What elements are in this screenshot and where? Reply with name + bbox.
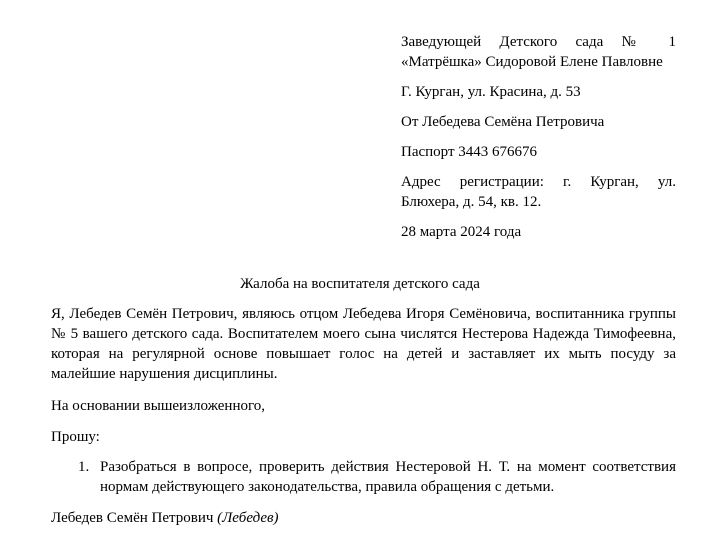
list-item-number: 1. — [78, 459, 90, 475]
complaint-paragraph: Я, Лебедев Семён Петрович, являюсь отцом Лебедева Игоря Семёновича, воспитанника группы № 5 вашего детского сада. Воспитателем моего сына числятся Нестерова Надежда Тимофеевна, которая на регулярной основе повышает голос на детей и заставляет их мыть посуду за малейшие нарушения дисциплины. — [51, 306, 676, 382]
request-heading: Прошу: — [51, 429, 100, 445]
addressee-block — [401, 32, 676, 242]
sender: От Лебедева Семёна Петровича — [401, 114, 605, 130]
recipient: Заведующей Детского сада № 1 «Матрёшка» Сидоровой Елене Павловне — [401, 34, 676, 70]
passport: Паспорт 3443 676676 — [401, 144, 538, 160]
registration-address: Адрес регистрации: г. Курган, ул. Блюхера, д. 54, кв. 12. — [401, 174, 676, 210]
signature-line — [51, 508, 279, 528]
recipient-address: Г. Курган, ул. Красина, д. 53 — [401, 84, 581, 100]
basis-paragraph: На основании вышеизложенного, — [51, 398, 266, 414]
request-list — [78, 457, 676, 497]
signatory-name: Лебедев Семён Петрович — [51, 510, 214, 526]
document-title: Жалоба на воспитателя детского сада — [240, 276, 480, 292]
document-date: 28 марта 2024 года — [401, 224, 522, 240]
list-item — [78, 457, 676, 497]
signature: (Лебедев) — [217, 510, 279, 526]
list-item-text: Разобраться в вопросе, проверить действия Нестеровой Н. Т. на момент соответствия нормам действующего законодательства, правила обращения с детьми. — [100, 459, 676, 495]
